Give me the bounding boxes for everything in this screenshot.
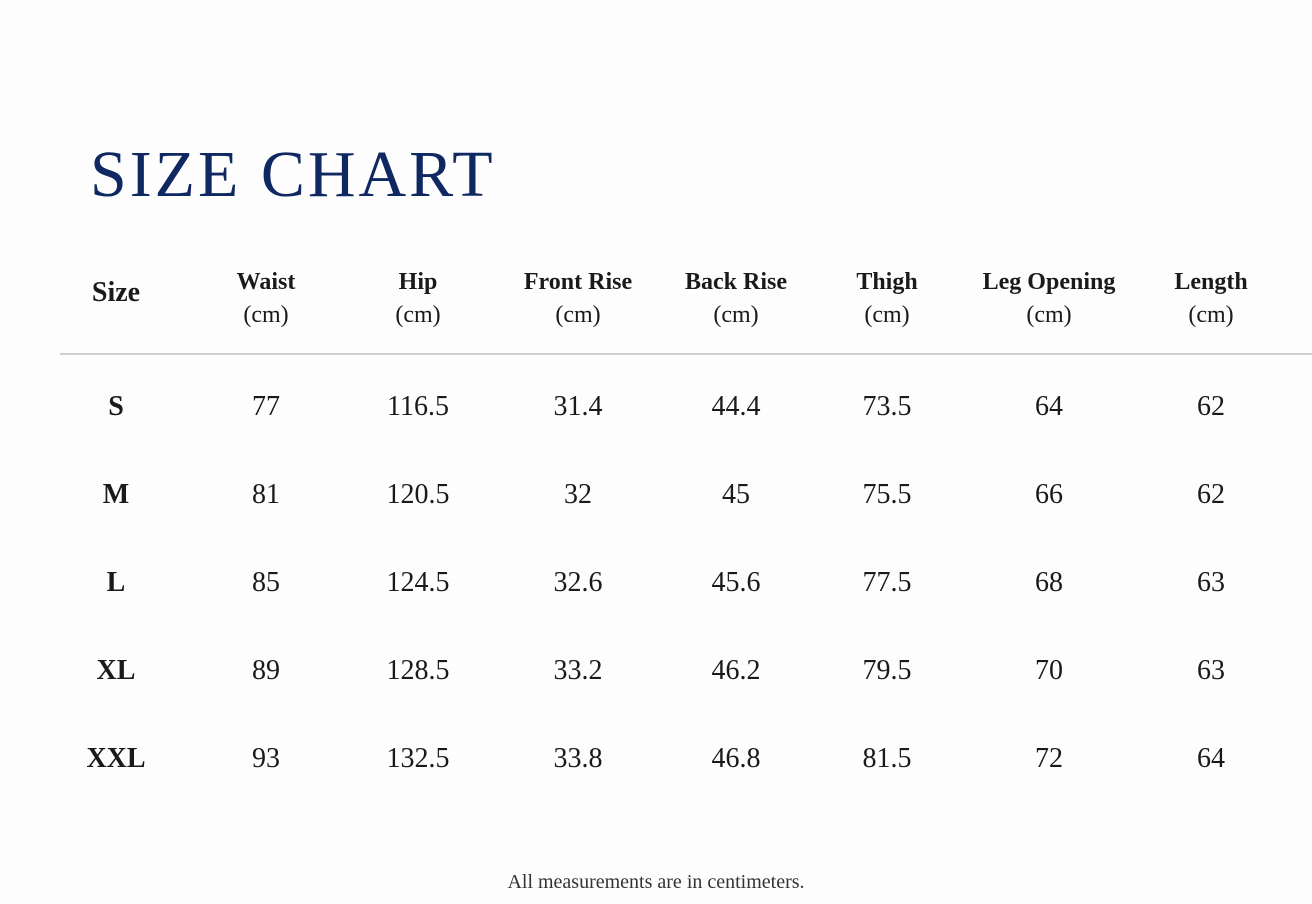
column-header-label: Back Rise (685, 269, 787, 295)
table-cell-size: XXL (86, 743, 146, 774)
table-cell-front-rise: 32.6 (553, 567, 603, 598)
table-cell-length: 64 (1197, 743, 1225, 774)
table-cell-size: M (102, 479, 130, 510)
table-cell-hip: 124.5 (386, 567, 450, 598)
column-header-label: Waist (236, 269, 296, 295)
column-header-label: Length (1174, 269, 1248, 295)
table-cell-front-rise: 33.2 (553, 655, 603, 686)
table-cell-leg-opening: 68 (1035, 567, 1063, 598)
column-header-unit: (cm) (1026, 302, 1072, 328)
table-cell-hip: 120.5 (386, 479, 450, 510)
column-header-label: Leg Opening (982, 269, 1116, 295)
table-cell-size: XL (96, 655, 136, 686)
table-cell-waist: 93 (252, 743, 280, 774)
column-header-thigh (856, 266, 917, 332)
column-header-unit: (cm) (864, 302, 910, 328)
table-cell-thigh: 81.5 (862, 743, 912, 774)
table-cell-back-rise: 45.6 (711, 567, 761, 598)
column-header-waist (237, 266, 296, 332)
table-cell-front-rise: 31.4 (553, 391, 603, 422)
column-header-unit: (cm) (243, 302, 289, 328)
column-header-unit: (cm) (1188, 302, 1234, 328)
footer-note: All measurements are in centimeters. (507, 871, 805, 893)
table-cell-back-rise: 46.2 (711, 655, 761, 686)
table-cell-thigh: 77.5 (862, 567, 912, 598)
table-cell-thigh: 79.5 (862, 655, 912, 686)
column-header-length (1174, 266, 1247, 332)
column-header-unit: (cm) (395, 302, 441, 328)
column-header-unit: (cm) (555, 302, 601, 328)
table-cell-back-rise: 46.8 (711, 743, 761, 774)
table-cell-leg-opening: 72 (1035, 743, 1063, 774)
column-header-size: Size (91, 277, 141, 308)
table-cell-front-rise: 32 (564, 479, 592, 510)
column-header-back-rise (685, 266, 787, 332)
table-cell-length: 63 (1197, 655, 1225, 686)
table-cell-front-rise: 33.8 (553, 743, 603, 774)
table-cell-size: L (106, 567, 126, 598)
table-cell-waist: 81 (252, 479, 280, 510)
table-cell-back-rise: 44.4 (711, 391, 761, 422)
column-header-unit: (cm) (713, 302, 759, 328)
table-cell-leg-opening: 70 (1035, 655, 1063, 686)
header-divider (60, 353, 1312, 355)
table-cell-size: S (108, 391, 124, 422)
table-cell-length: 63 (1197, 567, 1225, 598)
table-cell-thigh: 73.5 (862, 391, 912, 422)
table-cell-back-rise: 45 (722, 479, 750, 510)
table-cell-waist: 89 (252, 655, 280, 686)
table-cell-length: 62 (1197, 479, 1225, 510)
column-header-label: Front Rise (523, 269, 633, 295)
table-cell-thigh: 75.5 (862, 479, 912, 510)
column-header-label: Hip (398, 269, 438, 295)
table-cell-waist: 77 (252, 391, 280, 422)
table-cell-hip: 128.5 (386, 655, 450, 686)
table-cell-waist: 85 (252, 567, 280, 598)
table-cell-leg-opening: 66 (1035, 479, 1063, 510)
table-cell-hip: 116.5 (387, 391, 449, 422)
table-cell-leg-opening: 64 (1035, 391, 1063, 422)
table-cell-length: 62 (1197, 391, 1225, 422)
column-header-front-rise (524, 266, 632, 332)
column-header-leg-opening (983, 266, 1116, 332)
table-cell-hip: 132.5 (386, 743, 450, 774)
column-header-hip (395, 266, 440, 332)
column-header-label: Thigh (856, 269, 918, 295)
page-title: SIZE CHART (90, 138, 496, 211)
